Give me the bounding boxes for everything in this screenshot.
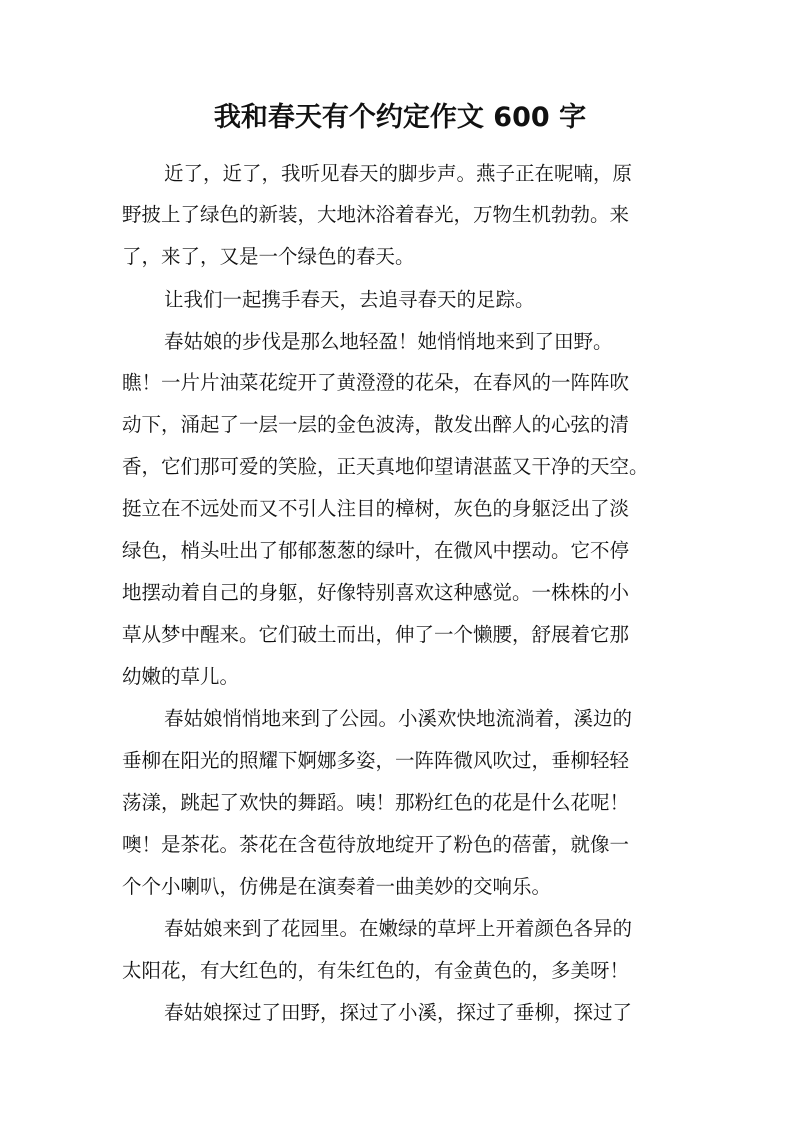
text-line: 近了，近了，我听见春天的脚步声。燕子正在呢喃，原 xyxy=(164,162,633,185)
text-line: 荡漾，跳起了欢快的舞蹈。咦！那粉红色的花是什么花呢！ xyxy=(122,791,630,814)
text-line: 地摆动着自己的身躯，好像特别喜欢这种感觉。一株株的小 xyxy=(122,581,630,604)
text-line: 春姑娘来到了花园里。在嫩绿的草坪上开着颜色各异的 xyxy=(164,917,633,940)
text-line: 噢！是茶花。茶花在含苞待放地绽开了粉色的蓓蕾，就像一 xyxy=(122,833,630,856)
text-line: 让我们一起携手春天，去追寻春天的足踪。 xyxy=(164,288,535,311)
text-line: 绿色，梢头吐出了郁郁葱葱的绿叶，在微风中摆动。它不停 xyxy=(122,539,630,562)
text-line: 香，它们那可爱的笑脸，正天真地仰望请湛蓝又干净的天空。 xyxy=(122,455,649,478)
text-line: 瞧！一片片油菜花绽开了黄澄澄的花朵，在春风的一阵阵吹 xyxy=(122,371,630,394)
text-line: 春姑娘悄悄地来到了公园。小溪欢快地流淌着，溪边的 xyxy=(164,707,633,730)
text-line: 草从梦中醒来。它们破土而出，伸了一个懒腰，舒展着它那 xyxy=(122,623,630,646)
text-line: 动下，涌起了一层一层的金色波涛，散发出醉人的心弦的清 xyxy=(122,413,630,436)
text-line: 个个小喇叭，仿佛是在演奏着一曲美妙的交响乐。 xyxy=(122,875,552,898)
text-line: 垂柳在阳光的照耀下婀娜多姿，一阵阵微风吹过，垂柳轻轻 xyxy=(122,749,630,772)
text-line: 春姑娘的步伐是那么地轻盈！她悄悄地来到了田野。 xyxy=(164,330,613,353)
text-line: 挺立在不远处而又不引人注目的樟树，灰色的身躯泛出了淡 xyxy=(122,497,630,520)
text-line: 了，来了，又是一个绿色的春天。 xyxy=(122,245,415,268)
text-line: 野披上了绿色的新装，大地沐浴着春光，万物生机勃勃。来 xyxy=(122,203,630,226)
document-title: 我和春天有个约定作文 600 字 xyxy=(213,102,587,133)
text-line: 太阳花，有大红色的，有朱红色的，有金黄色的，多美呀！ xyxy=(122,959,630,982)
text-line: 幼嫩的草儿。 xyxy=(122,665,240,688)
text-line: 春姑娘探过了田野，探过了小溪，探过了垂柳，探过了 xyxy=(164,1001,633,1024)
